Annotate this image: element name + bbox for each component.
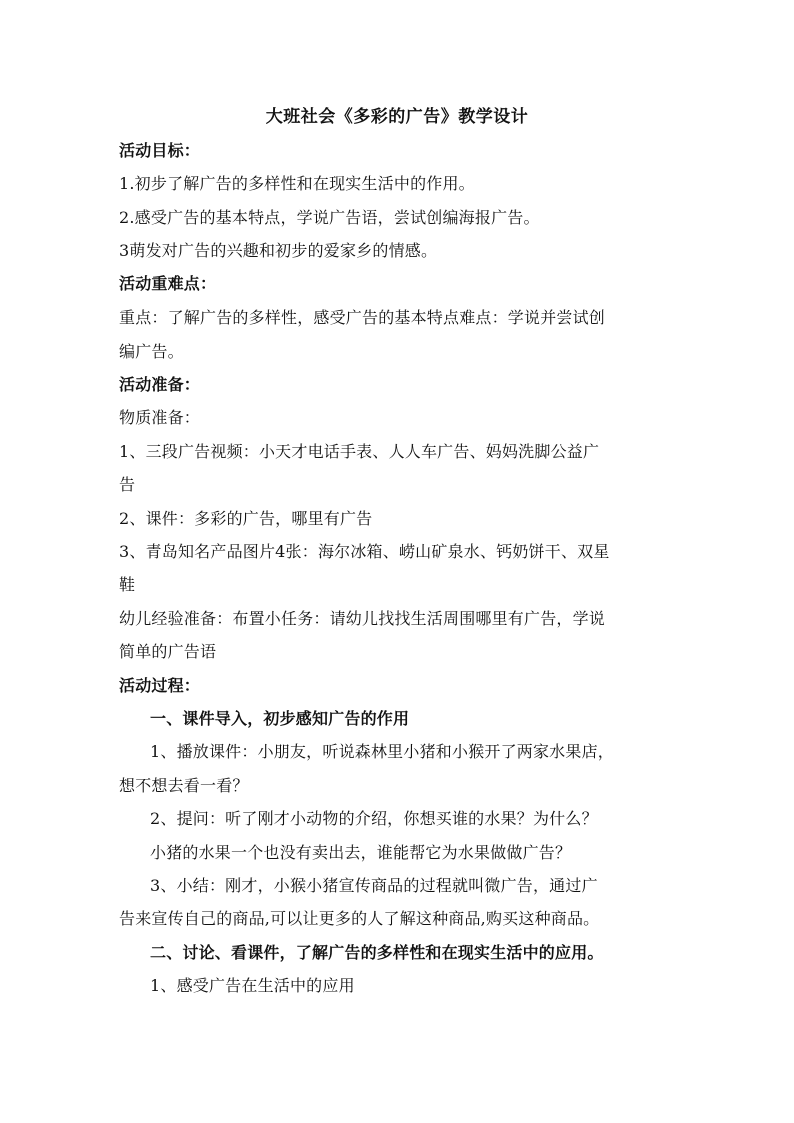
process-step-1-heading: 一、课件导入，初步感知广告的作用	[150, 709, 410, 728]
section-heading-process: 活动过程：	[119, 676, 201, 695]
key-points-text-cont: 编广告。	[119, 342, 184, 361]
prep-item-3: 3、青岛知名产品图片4张：海尔冰箱、崂山矿泉水、钙奶饼干、双星	[119, 542, 610, 561]
process-step-1-item-2: 2、提问：听了刚才小动物的介绍，你想买谁的水果？为什么？	[150, 809, 598, 828]
prep-item-1: 1、三段广告视频：小天才电话手表、人人车广告、妈妈洗脚公益广	[119, 442, 600, 461]
material-prep-label: 物质准备：	[119, 408, 201, 427]
goal-item-1: 1.初步了解广告的多样性和在现实生活中的作用。	[119, 174, 475, 193]
section-heading-preparation: 活动准备：	[119, 375, 201, 394]
goal-item-3: 3萌发对广告的兴趣和初步的爱家乡的情感。	[119, 241, 438, 260]
process-step-2-item-1: 1、感受广告在生活中的应用	[150, 976, 355, 995]
process-step-2-heading: 二、讨论、看课件，了解广告的多样性和在现实生活中的应用。	[150, 943, 604, 962]
prep-item-2: 2、课件：多彩的广告，哪里有广告	[119, 509, 373, 528]
section-heading-goals: 活动目标：	[119, 141, 201, 160]
section-heading-key-points: 活动重难点：	[119, 274, 217, 293]
experience-prep: 幼儿经验准备：布置小任务：请幼儿找找生活周围哪里有广告，学说	[119, 609, 606, 628]
goal-item-2: 2.感受广告的基本特点，学说广告语，尝试创编海报广告。	[119, 208, 540, 227]
document-title: 大班社会《多彩的广告》教学设计	[265, 107, 529, 127]
process-step-1-item-1: 1、播放课件：小朋友，听说森林里小猪和小猴开了两家水果店，	[150, 742, 614, 761]
experience-prep-cont: 简单的广告语	[119, 642, 217, 661]
process-step-1-item-2-cont: 小猪的水果一个也没有卖出去，谁能帮它为水果做做广告？	[150, 843, 572, 862]
process-step-1-item-3: 3、小结：刚才，小猴小猪宣传商品的过程就叫微广告，通过广	[150, 876, 598, 895]
key-points-text: 重点：了解广告的多样性，感受广告的基本特点难点：学说并尝试创	[119, 308, 606, 327]
process-step-1-item-3-cont: 告来宣传自己的商品,可以让更多的人了解这种商品,购买这种商品。	[119, 909, 600, 928]
prep-item-3-cont: 鞋	[119, 575, 136, 594]
process-step-1-item-1-cont: 想不想去看一看？	[119, 776, 249, 795]
prep-item-1-cont: 告	[119, 475, 136, 494]
